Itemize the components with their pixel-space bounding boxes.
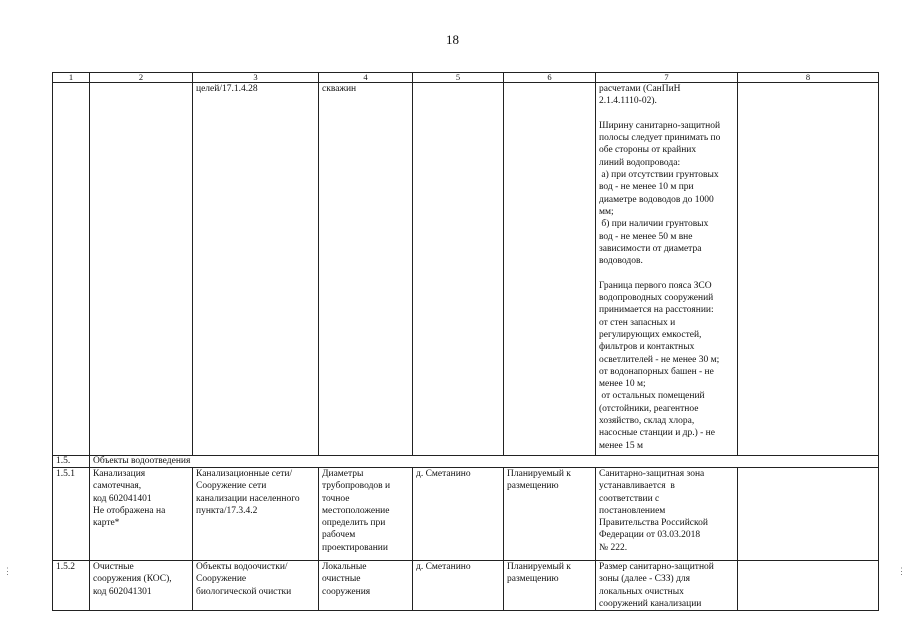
table-row: [53, 468, 879, 561]
column-number-header: 7: [596, 73, 738, 83]
table-row-continuation: [53, 83, 879, 456]
document-table: [52, 72, 879, 611]
table-cell: [413, 83, 504, 456]
table-cell: [738, 561, 879, 611]
page-number: 18: [446, 32, 459, 47]
table-cell: [738, 83, 879, 456]
column-number-header: 2: [90, 73, 193, 83]
right-margin-mark: ⋮: [897, 566, 906, 576]
table-header-row: [53, 73, 879, 83]
object-name: Очистные сооружения (КОС), код 602041301: [90, 561, 193, 611]
row-number: 1.5.1: [53, 468, 90, 561]
section-title: Объекты водоотведения: [90, 456, 879, 468]
table-cell: [53, 83, 90, 456]
column-number-header: 3: [193, 73, 319, 83]
object-characteristics: Локальные очистные сооружения: [319, 561, 413, 611]
sanitary-zone-cell: Размер санитарно-защитной зоны (далее - СЗЗ) для локальных очистных сооружений канализации: [596, 561, 738, 611]
column-number-header: 4: [319, 73, 413, 83]
table-cell: целей/17.1.4.28: [193, 83, 319, 456]
object-status: Планируемый к размещению: [504, 468, 596, 561]
object-type: Объекты водоочистки/ Сооружение биологической очистки: [193, 561, 319, 611]
section-number: 1.5.: [53, 456, 90, 468]
column-number-header: 8: [738, 73, 879, 83]
object-location: д. Сметанино: [413, 561, 504, 611]
object-characteristics: Диаметры трубопроводов и точное местоположение определить при рабочем проектировании: [319, 468, 413, 561]
object-type: Канализационные сети/ Сооружение сети канализации населенного пункта/17.3.4.2: [193, 468, 319, 561]
column-number-header: 6: [504, 73, 596, 83]
table-cell: [504, 83, 596, 456]
column-number-header: 1: [53, 73, 90, 83]
object-status: Планируемый к размещению: [504, 561, 596, 611]
table-cell: скважин: [319, 83, 413, 456]
section-row: [53, 456, 879, 468]
object-name: Канализация самотечная, код 602041401 Не отображена на карте*: [90, 468, 193, 561]
row-number: 1.5.2: [53, 561, 90, 611]
sanitary-zone-cell: Санитарно-защитная зона устанавливается в соответствии с постановлением Правительства Российской Федерации от 03.03.2018 № 222.: [596, 468, 738, 561]
object-location: д. Сметанино: [413, 468, 504, 561]
sanitary-zone-cell: расчетами (СанПиН 2.1.4.1110-02). Ширину санитарно-защитной полосы следует принимать по обе стороны от крайних линий водопровода: а) при отсутствии грунтовых вод - не менее 10 м при диаметре водоводов до 1000 мм; б) при наличии грунтовых вод - не менее 50 м вне зависимости от диаметра водоводов. Граница первого пояса ЗСО водопроводных сооружений принимается на расстоянии: от стен запасных и регулирующих емкостей, фильтров и контактных осветлителей - не менее 30 м; от водонапорных башен - не менее 10 м; от остальных помещений (отстойники, реагентное хозяйство, склад хлора, насосные станции и др.) - не менее 15 м: [596, 83, 738, 456]
left-margin-mark: ⋮: [3, 566, 12, 576]
column-number-header: 5: [413, 73, 504, 83]
table-row: [53, 561, 879, 611]
table-cell: [738, 468, 879, 561]
table-cell: [90, 83, 193, 456]
